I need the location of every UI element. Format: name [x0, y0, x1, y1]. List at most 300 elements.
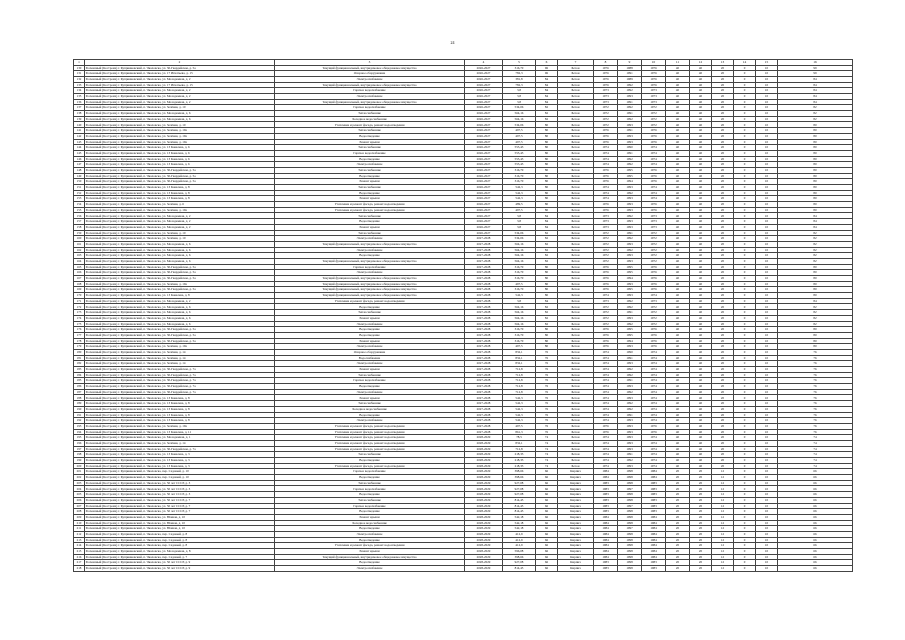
table-cell: 1991 [618, 452, 642, 458]
table-cell: 66 [536, 531, 558, 537]
table-cell: 40 [666, 258, 690, 264]
table-cell: 40 [666, 338, 690, 344]
table-cell: 40 [690, 179, 712, 185]
table-cell: Роскошный (Кострома) г. Куприяновский, п. Чкаловска, ул. 30-Гвардейская, д. 7а [85, 367, 275, 373]
table-cell: 40 [690, 196, 712, 202]
table-cell: 40 [666, 145, 690, 151]
table-cell: 10 [756, 190, 778, 196]
table-cell: 2027-2028 [465, 304, 503, 310]
table-cell: 20 [712, 71, 734, 77]
table-cell: 138 [74, 111, 85, 117]
table-cell: 1974 [642, 458, 666, 464]
table-cell: 2027-2028 [465, 389, 503, 395]
table-cell: Роскошный (Кострома) г. Куприяновский, п. Чкаловска, ул. 30-Гвардейская, д. 7а [85, 389, 275, 395]
table-cell: 40 [666, 202, 690, 208]
table-cell: 20 [690, 486, 712, 492]
table-cell: 40 [666, 298, 690, 304]
table-cell: 542,3 [503, 406, 536, 412]
table-cell: 80 [778, 344, 853, 350]
table-cell: 218,33 [503, 458, 536, 464]
table-cell: 40 [690, 349, 712, 355]
table-cell: 2026-2027 [465, 190, 503, 196]
table-cell: 1974 [594, 458, 618, 464]
table-cell: Бетон [558, 213, 594, 219]
table-cell: 147 [74, 162, 85, 168]
table-cell: 1991 [618, 71, 642, 77]
capital-repair-table [73, 59, 853, 572]
table-cell: 1984 [594, 537, 618, 543]
table-cell: 174 [74, 315, 85, 321]
table-cell: 0 [734, 355, 756, 361]
table-cell: 157 [74, 219, 85, 225]
table-cell: 2026-2027 [465, 122, 503, 128]
table-cell: 2027-2028 [465, 372, 503, 378]
table-cell: 20 [666, 509, 690, 515]
table-cell: 1972 [642, 105, 666, 111]
table-cell: Водоотведение [275, 133, 465, 139]
table-cell: 20 [712, 173, 734, 179]
table-cell: 185 [74, 378, 85, 384]
table-cell: 20 [712, 293, 734, 299]
table-cell: 1993 [618, 219, 642, 225]
table-cell: 1984 [594, 526, 618, 532]
table-cell: 20 [712, 372, 734, 378]
table-cell: 2027-2028 [465, 253, 503, 259]
table-cell: 1993 [618, 185, 642, 191]
table-cell: 20 [712, 446, 734, 452]
table-cell: 66 [778, 560, 853, 566]
table-cell: 0 [734, 537, 756, 543]
table-cell: 1974 [642, 401, 666, 407]
table-cell: 1983 [594, 503, 618, 509]
table-cell: 10 [756, 509, 778, 515]
table-cell: 66 [536, 566, 558, 572]
table-cell: 40 [690, 105, 712, 111]
table-cell: 1973 [594, 99, 618, 105]
table-cell: 80 [536, 327, 558, 333]
table-cell: 1992 [618, 213, 642, 219]
table-cell: 10 [756, 560, 778, 566]
table-cell: 1976 [594, 344, 618, 350]
table-cell: 2026-2027 [465, 162, 503, 168]
table-cell: 0 [734, 287, 756, 293]
table-cell: 2028-2029 [465, 440, 503, 446]
table-cell: 80 [536, 202, 558, 208]
table-cell: Ремонт крыши [275, 367, 465, 373]
table-cell: 0 [734, 185, 756, 191]
table-cell: 20 [666, 566, 690, 572]
table-cell: 497,5 [503, 133, 536, 139]
table-cell: Роскошный (Кострома) г. Куприяновский, п. Чкаловска, ул. 13 Ковалева, д. 8 [85, 418, 275, 424]
table-cell: Водоотведение [275, 190, 465, 196]
table-cell: 40 [690, 298, 712, 304]
table-cell: 2026-2027 [465, 213, 503, 219]
table-cell: 20 [712, 332, 734, 338]
table-cell: Бетон [558, 71, 594, 77]
table-cell: 20 [712, 463, 734, 469]
table-cell: Текущий функциональный, внутридомовое общедомовое имущество [275, 293, 465, 299]
table-cell: Роскошный (Кострома) г. Куприяновский, п. Чкаловска, ул. 13 Ковалева, д. 6 [85, 156, 275, 162]
table-cell: 40 [666, 315, 690, 321]
table-cell: 84 [778, 94, 853, 100]
table-cell: 1983 [642, 480, 666, 486]
table-cell: 0 [734, 76, 756, 82]
table-cell: 74 [778, 458, 853, 464]
table-cell: 40 [666, 122, 690, 128]
table-cell: 1974 [594, 378, 618, 384]
table-cell: 1997 [618, 503, 642, 509]
table-cell: 80 [778, 128, 853, 134]
table-cell: 40 [690, 378, 712, 384]
table-cell: 2028-2029 [465, 435, 503, 441]
table-cell: 84 [536, 298, 558, 304]
table-cell: 80 [536, 281, 558, 287]
table-cell: 0 [734, 480, 756, 486]
table-cell: 40 [690, 224, 712, 230]
table-cell: 74 [536, 446, 558, 452]
table-cell: 1983 [642, 492, 666, 498]
table-cell: 1973 [642, 94, 666, 100]
table-cell: Кирпич [558, 520, 594, 526]
table-cell: 10 [756, 94, 778, 100]
table-cell: Кирпич [558, 480, 594, 486]
table-cell: 148 [74, 167, 85, 173]
table-cell: 192 [74, 418, 85, 424]
table-cell: Роскошный (Кострома) г. Куприяновский, п. Чкаловска, ул. Молодежная, д. 2 [85, 224, 275, 230]
table-cell: 1972 [594, 304, 618, 310]
table-cell: 1992 [618, 82, 642, 88]
table-cell: 412,9 [503, 531, 536, 537]
table-cell: Роскошный (Кострома) г. Куприяновский, п. Чкаловска, ул. Молодежная, д. 6 [85, 247, 275, 253]
table-cell: 10 [756, 196, 778, 202]
table-cell: 564,16 [503, 116, 536, 122]
table-cell: 1983 [642, 486, 666, 492]
table-cell: 3,8 [503, 298, 536, 304]
table-cell: 198 [74, 452, 85, 458]
table-cell: Кирпич [558, 503, 594, 509]
table-cell: 20 [666, 469, 690, 475]
table-cell: 66 [778, 554, 853, 560]
table-cell: 40 [666, 224, 690, 230]
table-cell: 1983 [642, 503, 666, 509]
table-cell: 1974 [642, 372, 666, 378]
table-cell: 40 [690, 372, 712, 378]
table-cell: 66 [778, 537, 853, 543]
table-cell: Теплоснабжение [275, 452, 465, 458]
table-cell: 553,43 [503, 162, 536, 168]
table-cell: Текущий функциональный, внутридомовое общедомовое имущество [275, 258, 465, 264]
table-cell: 0 [734, 566, 756, 572]
table-cell: 40 [690, 293, 712, 299]
table-cell: 1976 [594, 139, 618, 145]
table-cell: 316,70 [503, 264, 536, 270]
table-cell: 80 [778, 264, 853, 270]
table-cell: 10 [756, 276, 778, 282]
table-cell: 20 [712, 167, 734, 173]
table-cell: 76 [778, 429, 853, 435]
table-cell: 161 [74, 241, 85, 247]
table-cell: 2026-2027 [465, 185, 503, 191]
table-cell: 814,45 [503, 509, 536, 515]
table-cell: 0 [734, 395, 756, 401]
table-cell: 10 [756, 378, 778, 384]
table-cell: Роскошный (Кострома) г. Куприяновский, п. Чкаловска, ул. Зелёная, д. 14 [85, 440, 275, 446]
table-cell: 66 [778, 520, 853, 526]
table-cell: 177 [74, 332, 85, 338]
table-cell: 534,06 [503, 230, 536, 236]
table-cell: 10 [756, 185, 778, 191]
table-cell: 0 [734, 99, 756, 105]
table-cell: 0 [734, 128, 756, 134]
table-cell: 145 [74, 150, 85, 156]
table-cell: 10 [756, 492, 778, 498]
table-cell: 84 [536, 82, 558, 88]
table-cell: 12 [712, 520, 734, 526]
table-cell: 10 [756, 406, 778, 412]
table-cell: 542,18 [503, 526, 536, 532]
table-cell: 211 [74, 526, 85, 532]
table-cell: 1998 [618, 480, 642, 486]
table-cell: Бетон [558, 150, 594, 156]
table-cell: 10 [756, 258, 778, 264]
table-cell: Бетон [558, 367, 594, 373]
table-cell: 1994 [618, 338, 642, 344]
table-cell: 99 [778, 65, 853, 71]
table-cell: Роскошный (Кострома) г. Куприяновский, п. Чкаловска, ул. 30-Гвардейская, д. 5а [85, 338, 275, 344]
table-cell: 1976 [594, 207, 618, 213]
table-cell: 40 [690, 361, 712, 367]
column-header: 3 [275, 60, 465, 66]
table-cell: 1984 [642, 537, 666, 543]
table-cell: Ремонт крыши [275, 315, 465, 321]
table-cell: Бетон [558, 332, 594, 338]
table-cell: 2028-2029 [465, 509, 503, 515]
table-cell: 80 [778, 156, 853, 162]
table-cell: 0 [734, 315, 756, 321]
table-cell: Текущий функциональный, внутридомовое общедомовое имущество [275, 65, 465, 71]
table-cell: 1992 [618, 236, 642, 242]
table-cell: Электроснабжение [275, 247, 465, 253]
table-cell: 66 [536, 543, 558, 549]
table-cell: 20 [690, 520, 712, 526]
table-cell: Роскошный (Кострома) г. Куприяновский, п. Чкаловска, ул. Зелёная, д. 6 [85, 202, 275, 208]
table-cell: 171 [74, 298, 85, 304]
table-cell: 1983 [594, 486, 618, 492]
table-cell: 20 [690, 469, 712, 475]
table-cell: 1990 [618, 145, 642, 151]
table-cell: Роскошный (Кострома) г. Куприяновский, п. Чкаловска, ул. Зелёная, д. 19а [85, 139, 275, 145]
table-cell: 201 [74, 469, 85, 475]
table-cell: 20 [690, 560, 712, 566]
table-cell: 861,3 [503, 429, 536, 435]
table-cell: Бетон [558, 435, 594, 441]
table-cell: Роскошный (Кострома) г. Куприяновский, п. Чкаловска, ул. 30-Гвардейская, д. 5а [85, 167, 275, 173]
table-cell: 1974 [642, 349, 666, 355]
table-cell: 40 [666, 304, 690, 310]
table-cell: 1973 [594, 298, 618, 304]
table-cell: 10 [756, 458, 778, 464]
table-cell: 169 [74, 287, 85, 293]
table-cell: Водоотведение [275, 560, 465, 566]
table-cell: 20 [712, 213, 734, 219]
table-cell: 40 [666, 418, 690, 424]
table-cell: 66 [536, 469, 558, 475]
table-cell: 0 [734, 219, 756, 225]
table-cell: 40 [690, 281, 712, 287]
table-cell: 130 [74, 65, 85, 71]
table-cell: 203 [74, 480, 85, 486]
table-cell: 1990 [618, 349, 642, 355]
table-cell: 2026-2027 [465, 156, 503, 162]
table-cell: 0 [734, 139, 756, 145]
table-cell: 188 [74, 395, 85, 401]
table-cell: 1974 [642, 389, 666, 395]
table-cell: 10 [756, 418, 778, 424]
table-cell: 1976 [594, 332, 618, 338]
table-cell: 10 [756, 213, 778, 219]
table-cell: 1976 [594, 287, 618, 293]
table-cell: Бетон [558, 315, 594, 321]
table-cell: 80 [778, 332, 853, 338]
table-cell: 80 [536, 179, 558, 185]
table-cell: 194 [74, 429, 85, 435]
table-cell: 1976 [594, 167, 618, 173]
table-cell: Кирпич [558, 531, 594, 537]
table-cell: Утепление и ремонт фасада, ремонт водоотведения [275, 298, 465, 304]
table-cell: 20 [712, 111, 734, 117]
table-cell: 40 [690, 446, 712, 452]
table-cell: 1974 [642, 384, 666, 390]
table-cell: 1993 [618, 463, 642, 469]
table-cell: 1973 [594, 213, 618, 219]
table-cell: 1974 [594, 190, 618, 196]
table-cell: 40 [666, 111, 690, 117]
table-cell: Роскошный (Кострома) г. Куприяновский, п. Чкаловска, ул. Зелёная, д. 14 [85, 361, 275, 367]
table-cell: 20 [666, 514, 690, 520]
table-cell: 1991 [618, 128, 642, 134]
table-cell: 20 [712, 156, 734, 162]
table-cell: 1974 [594, 446, 618, 452]
table-cell: Бетон [558, 162, 594, 168]
table-cell: Текущий функциональный, внутридомовое общедомовое имущество [275, 241, 465, 247]
table-cell: 76 [536, 372, 558, 378]
table-cell: Бетон [558, 338, 594, 344]
table-cell: 66 [536, 526, 558, 532]
table-cell: 76 [778, 418, 853, 424]
table-cell: Роскошный (Кострома) г. Куприяновский, п. Чкаловска, ул. 30-Гвардейская, д. 5а [85, 264, 275, 270]
table-cell: 40 [666, 389, 690, 395]
table-cell: 74 [536, 458, 558, 464]
table-cell: 76 [536, 423, 558, 429]
table-cell: 1973 [594, 219, 618, 225]
table-cell: Текущий функциональный, внутридомовое общедомовое имущество [275, 287, 465, 293]
table-cell: 10 [756, 332, 778, 338]
table-cell: 10 [756, 480, 778, 486]
table-cell: 0 [734, 230, 756, 236]
table-cell: 10 [756, 173, 778, 179]
table-cell: 82 [778, 253, 853, 259]
table-cell: Теплоснабжение [275, 167, 465, 173]
table-cell: 1995 [618, 173, 642, 179]
table-cell: 2026-2027 [465, 196, 503, 202]
table-cell: Бетон [558, 293, 594, 299]
table-cell: 20 [666, 537, 690, 543]
table-cell: 207 [74, 503, 85, 509]
table-cell: 40 [690, 367, 712, 373]
table-cell: 1992 [618, 162, 642, 168]
table-cell: Роскошный (Кострома) г. Куприяновский, п. Чкаловска, ул. Молодежная, д. 6 [85, 310, 275, 316]
table-cell: 2027-2028 [465, 338, 503, 344]
table-cell: Утепление и ремонт фасада, ремонт водоотведения [275, 543, 465, 549]
table-cell: 76 [536, 384, 558, 390]
table-cell: 40 [666, 270, 690, 276]
table-cell: 20 [712, 105, 734, 111]
table-cell: 1976 [594, 270, 618, 276]
table-cell: 96 [536, 65, 558, 71]
table-cell: Бетон [558, 446, 594, 452]
table-cell: 1995 [618, 327, 642, 333]
table-cell: 20 [712, 315, 734, 321]
table-cell: 40 [666, 384, 690, 390]
table-cell: 1993 [618, 361, 642, 367]
table-cell: 82 [536, 321, 558, 327]
table-cell: 40 [666, 378, 690, 384]
table-cell: 2026-2027 [465, 65, 503, 71]
table-cell: 40 [690, 429, 712, 435]
table-cell: 1992 [618, 367, 642, 373]
table-cell: 80 [778, 270, 853, 276]
table-cell: 2028-2029 [465, 480, 503, 486]
table-cell: 0 [734, 332, 756, 338]
table-cell: 1994 [618, 276, 642, 282]
table-cell: 1993 [618, 196, 642, 202]
table-cell: 20 [690, 543, 712, 549]
table-cell: 1993 [618, 241, 642, 247]
table-cell: 40 [690, 213, 712, 219]
table-cell: 1972 [642, 310, 666, 316]
table-cell: 1993 [618, 395, 642, 401]
table-cell: Водоотведение [275, 253, 465, 259]
table-cell: Бетон [558, 202, 594, 208]
column-header: 13 [712, 60, 734, 66]
table-cell: 10 [756, 367, 778, 373]
table-cell: 10 [756, 111, 778, 117]
table-cell: 10 [756, 281, 778, 287]
table-cell: 1976 [642, 139, 666, 145]
table-cell: 1974 [642, 418, 666, 424]
table-cell: 82 [536, 236, 558, 242]
table-cell: Роскошный (Кострома) г. Куприяновский, п. Чкаловска, ул. Зелёная, д. 19а [85, 344, 275, 350]
table-cell: 10 [756, 514, 778, 520]
table-cell: 80 [778, 185, 853, 191]
table-cell: 1974 [642, 156, 666, 162]
table-cell: Бетон [558, 156, 594, 162]
table-cell: Водоотведение [275, 156, 465, 162]
table-cell: 20 [712, 458, 734, 464]
table-cell: 76 [536, 418, 558, 424]
table-cell: 66 [536, 503, 558, 509]
table-cell: 40 [690, 463, 712, 469]
table-cell: 1974 [642, 440, 666, 446]
table-cell: 80 [778, 162, 853, 168]
table-cell: Роскошный (Кострома) г. Куприяновский, п. Чкаловска, ул. Молодежная, д. 6 [85, 315, 275, 321]
table-cell: 1974 [594, 418, 618, 424]
table-cell: Бетон [558, 361, 594, 367]
table-cell: 1984 [594, 554, 618, 560]
table-cell: 1972 [642, 258, 666, 264]
table-cell: 10 [756, 469, 778, 475]
table-cell: Бетон [558, 128, 594, 134]
